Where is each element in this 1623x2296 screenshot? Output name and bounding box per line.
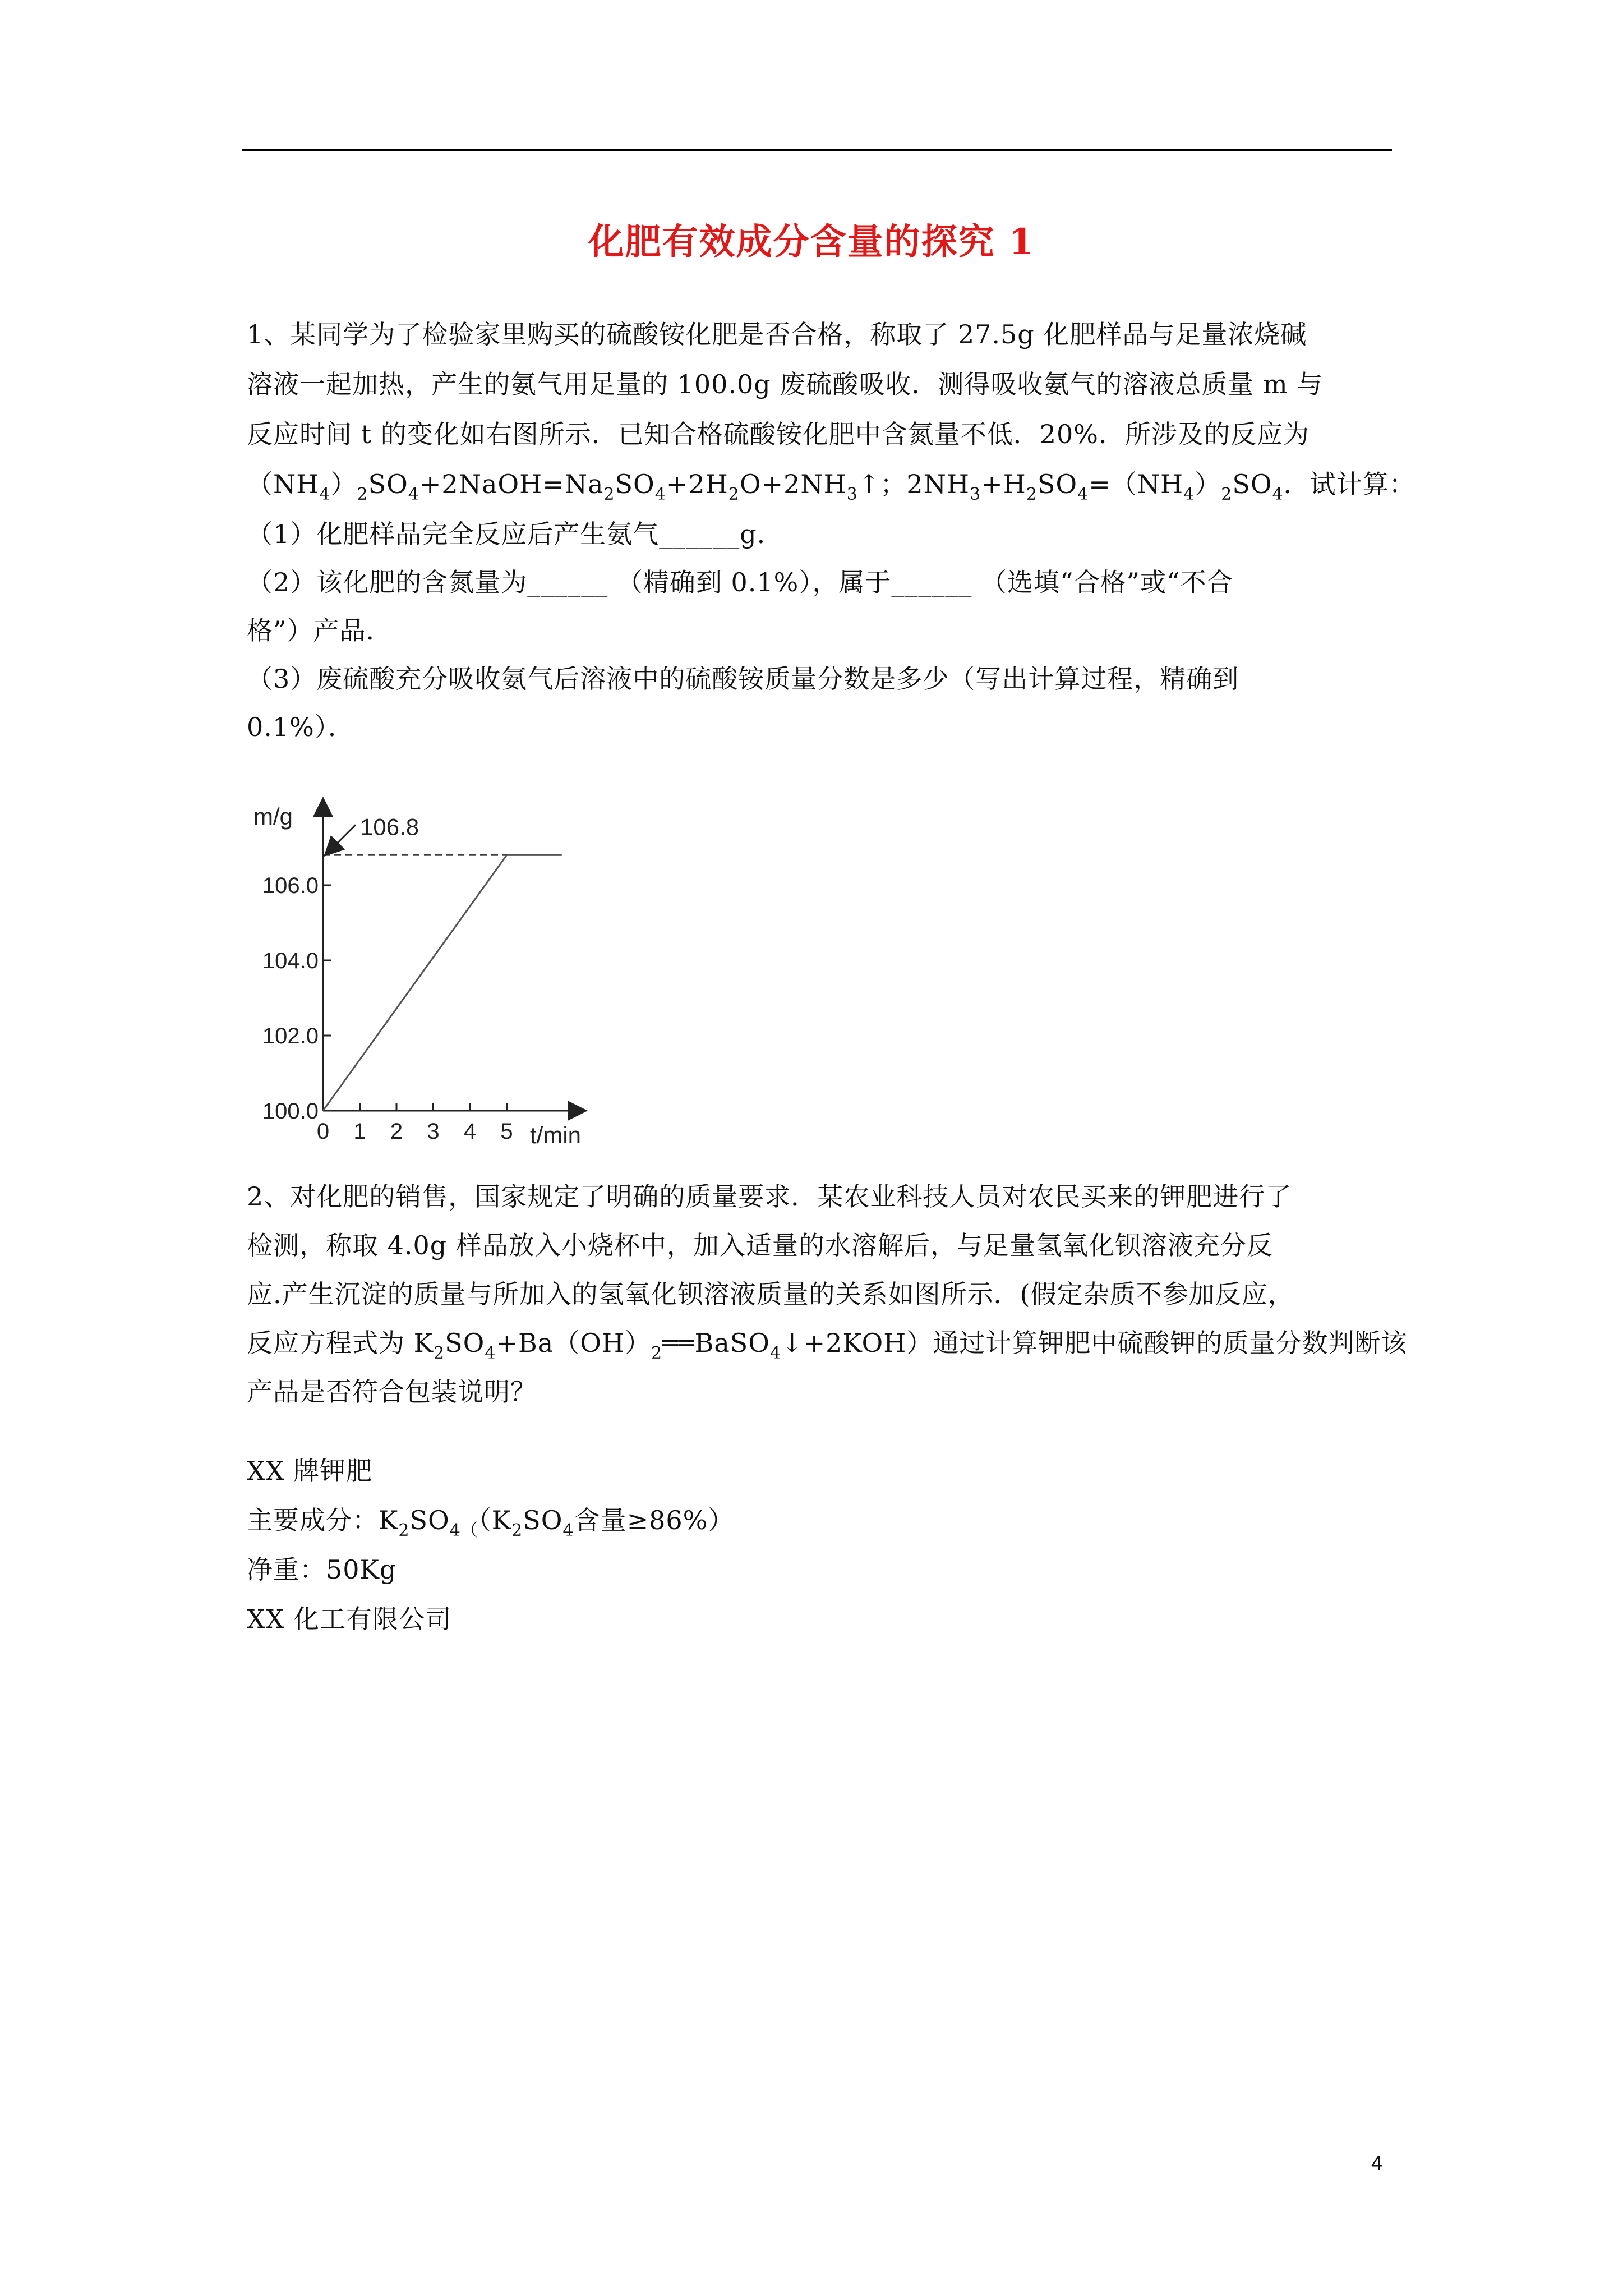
q1-sub-3b: 0.1%）． — [247, 712, 354, 742]
q1-sub-2b: 格”）产品． — [247, 615, 393, 646]
x-tick-label: 3 — [427, 1119, 440, 1144]
label-ingredient: 主要成分：$K_2SO_{4(}(K_2SO_4$含量≥86%） — [247, 1505, 735, 1540]
series-line — [323, 855, 562, 1111]
y-tick-label: 106.0 — [262, 873, 319, 898]
x-tick-label: 1 — [353, 1119, 366, 1144]
y-axis-label: m/g — [253, 803, 293, 830]
annotation-label: 106.8 — [360, 813, 419, 840]
y-tick-label: 100.0 — [262, 1099, 319, 1124]
x-tick-label: 2 — [390, 1119, 403, 1144]
q1-line-1: 1、某同学为了检验家里购买的硫酸铵化肥是否合格，称取了 27.5g 化肥样品与足量浓烧碱 — [247, 319, 1307, 349]
mass-time-chart — [241, 797, 623, 1156]
annotation-arrow — [331, 825, 356, 849]
q1-line-3: 反应时间 t 的变化如右图所示．已知合格硫酸铵化肥中含氮量不低．20%．所涉及的反应为 — [247, 419, 1310, 449]
q1-line-2: 溶液一起加热，产生的氨气用足量的 100.0g 废硫酸吸收．测得吸收氨气的溶液总质量 m 与 — [247, 369, 1324, 399]
x-tick-label: 5 — [500, 1119, 513, 1144]
label-company: XX 化工有限公司 — [247, 1604, 452, 1634]
q2-line-5: 产品是否符合包装说明？ — [247, 1377, 537, 1407]
q1-sub-2a: （2）该化肥的含氮量为______ （精确到 0.1%），属于______ （选填“合格”或“不合 — [247, 567, 1233, 597]
label-weight: 净重：50Kg — [247, 1554, 397, 1585]
x-axis-label: t/min — [530, 1122, 582, 1148]
label-brand: XX 牌钾肥 — [247, 1456, 373, 1486]
page-number: 4 — [1371, 2151, 1383, 2174]
y-tick-label: 102.0 — [262, 1024, 319, 1048]
header-rule — [242, 149, 1392, 151]
q2-line-1: 2、对化肥的销售，国家规定了明确的质量要求．某农业科技人员对农民买来的钾肥进行了 — [247, 1181, 1292, 1212]
page-title: 化肥有效成分含量的探究 1 — [588, 221, 1035, 263]
q2-line-3: 应.产生沉淀的质量与所加入的氢氧化钡溶液质量的关系如图所示．(假定杂质不参加反应， — [247, 1279, 1294, 1309]
q1-sub-3a: （3）废硫酸充分吸收氨气后溶液中的硫酸铵质量分数是多少（写出计算过程，精确到 — [247, 664, 1239, 694]
x-tick-label: 4 — [463, 1119, 477, 1144]
q1-sub-1: （1）化肥样品完全反应后产生氨气______g． — [247, 519, 783, 549]
x-tick-label: 0 — [316, 1119, 330, 1144]
q1-equation: $(NH_4)_2SO_4+2NaOH=Na_2SO_4+2H_2O+2NH_3↑$；$2NH_3+H_2SO_4=(NH_4)_2SO_4$．试计算： — [247, 469, 1415, 504]
q2-equation: 反应方程式为 $K_2SO_4+Ba(OH)_2══BaSO_4↓+2KOH$）通过计算钾肥中硫酸钾的质量分数判断该 — [247, 1328, 1408, 1363]
q2-line-2: 检测，称取 4.0g 样品放入小烧杯中，加入适量的水溶解后，与足量氢氧化钡溶液充分反 — [247, 1230, 1273, 1260]
y-tick-label: 104.0 — [262, 949, 319, 973]
